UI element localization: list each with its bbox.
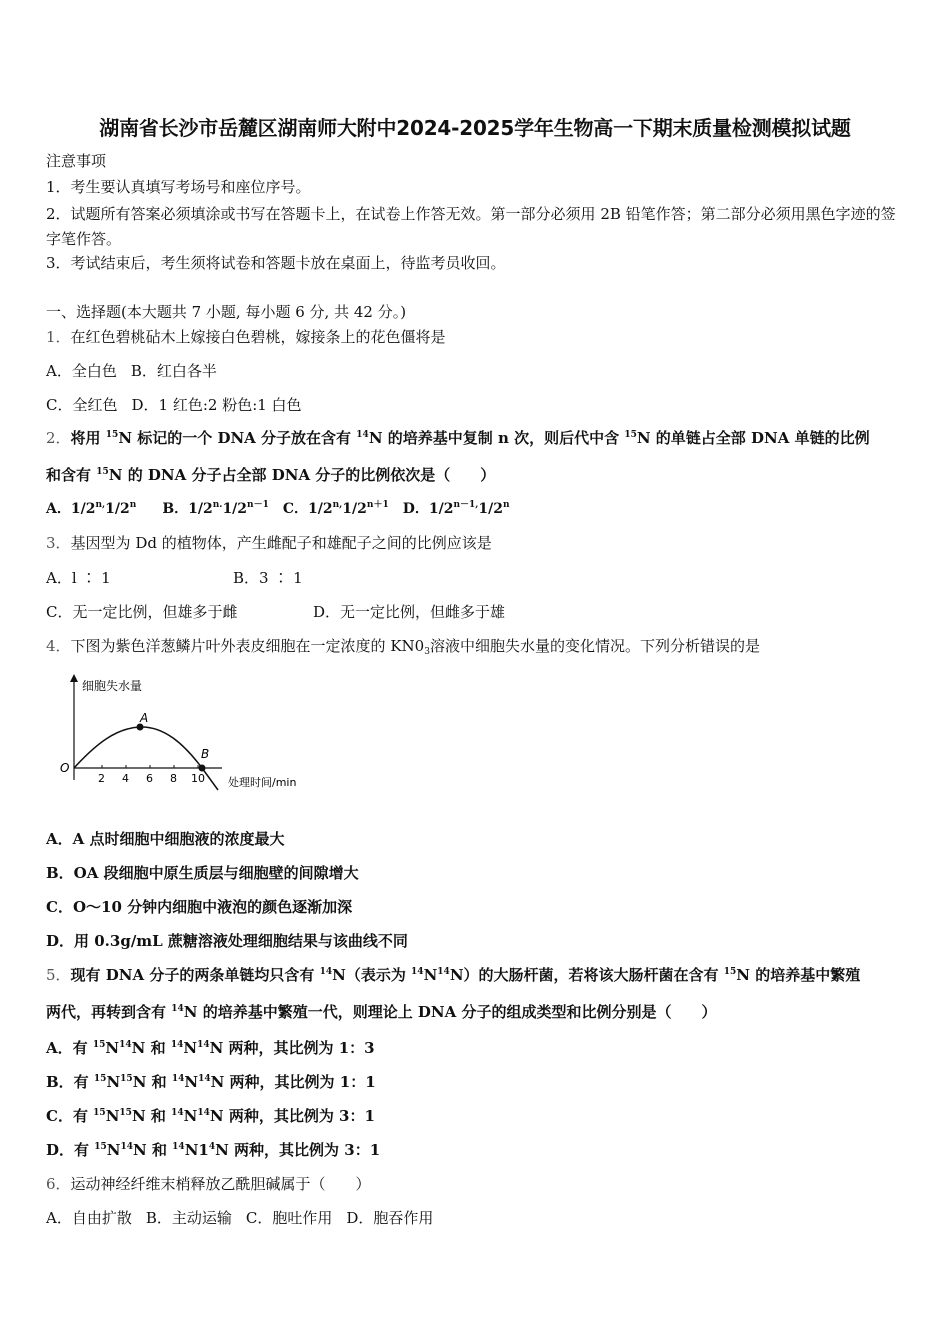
option-a: A．l ∶ 1 <box>46 569 111 587</box>
question-5-option-a <box>46 1038 375 1058</box>
option-c <box>283 501 389 517</box>
text: N 两种，其比例为 1：1 <box>210 1073 376 1091</box>
text: 1/2 <box>478 501 504 517</box>
notice-item-2: 2．试题所有答案必须填涂或书写在答题卡上，在试卷上作答无效。第一部分必须用 2B 铅笔作答；第二部分必须用黑色字迹的签字笔作答。 <box>46 205 896 248</box>
text: 下图为紫色洋葱鳞片叶外表皮细胞在一定浓度的 KN0 <box>70 637 425 655</box>
text: N <box>106 1073 121 1091</box>
text: N <box>184 1073 199 1091</box>
x-axis-label: 处理时间/min <box>228 776 297 789</box>
question-4-stem <box>46 636 760 656</box>
point-b-marker <box>199 765 206 772</box>
question-2-stem-line1 <box>46 428 870 448</box>
sup: n <box>503 500 510 510</box>
sup: 14 <box>197 1108 210 1118</box>
sup: 15 <box>624 430 637 440</box>
option-d: D．1 红色:2 粉色:1 白色 <box>131 396 302 414</box>
sup: 15 <box>105 430 119 440</box>
sup: n, <box>95 500 106 510</box>
text: N <box>106 1141 121 1159</box>
option-a: A．全白色 <box>46 362 117 380</box>
sub: 3 <box>424 647 430 657</box>
text: 两代，再转到含有 <box>46 1003 172 1021</box>
text: N 标记的一个 DNA 分子放在含有 <box>118 429 357 447</box>
option-b: B．主动运输 <box>145 1209 232 1227</box>
text: N <box>105 1039 120 1057</box>
sup: 14 <box>197 1040 210 1050</box>
text: A．有 <box>46 1039 93 1057</box>
sup: n. <box>212 500 223 510</box>
sup: 14 <box>171 1004 184 1014</box>
sup: 14 <box>171 1108 184 1118</box>
sup: 14 <box>198 1074 211 1084</box>
tick-label: 2 <box>98 772 105 785</box>
text: N）的大肠杆菌，若将该大肠杆菌在含有 <box>449 966 724 984</box>
question-text: 运动神经纤维末梢释放乙酰胆碱属于（ ） <box>70 1175 371 1193</box>
question-4-option-c: C．O～10 分钟内细胞中液泡的颜色逐渐加深 <box>46 898 353 916</box>
sup: 15 <box>94 1142 107 1152</box>
text: N 的单链占全部 DNA 单链的比例 <box>636 429 870 447</box>
sup: 14 <box>119 1040 132 1050</box>
sup: 15 <box>119 1108 132 1118</box>
y-axis-arrow <box>70 674 78 682</box>
option-d <box>403 501 510 517</box>
question-number: 3． <box>46 534 71 552</box>
text: N 两种，其比例为 1：3 <box>209 1039 375 1057</box>
sup: 15 <box>93 1108 106 1118</box>
sup: 4 <box>208 1142 216 1152</box>
text: N（表示为 <box>332 966 412 984</box>
text: 1/2 <box>342 501 367 517</box>
question-4-option-b: B．OA 段细胞中原生质层与细胞壁的间隙增大 <box>46 864 359 882</box>
option-b: B．红白各半 <box>130 362 217 380</box>
question-number: 6． <box>46 1175 71 1193</box>
text: B．1/2 <box>162 501 213 517</box>
tick-label: 10 <box>191 772 205 785</box>
sup: 14 <box>120 1142 134 1152</box>
text: N 的培养基中复制 n 次，则后代中含 <box>368 429 625 447</box>
question-number: 2． <box>46 429 71 447</box>
question-5-option-b <box>46 1072 376 1092</box>
question-1-options-cd <box>46 395 302 415</box>
point-a-label: A <box>140 711 149 725</box>
water-loss-graph <box>56 672 316 812</box>
sup: 14 <box>170 1040 184 1050</box>
origin-label: O <box>60 761 70 775</box>
text: N1 <box>184 1141 209 1159</box>
text: N 和 <box>131 1039 171 1057</box>
sup: n, <box>332 500 343 510</box>
question-3-option-b: B．3 ∶ 1 <box>233 569 303 587</box>
tick-label: 8 <box>170 772 177 785</box>
text: 现有 DNA 分子的两条单链均只含有 <box>70 966 320 984</box>
text: D．有 <box>46 1141 95 1159</box>
question-1-stem <box>46 327 446 347</box>
question-number: 5． <box>46 966 71 984</box>
question-text: 在红色碧桃砧木上嫁接白色碧桃，嫁接条上的花色僵将是 <box>70 328 446 346</box>
question-6-stem <box>46 1174 371 1194</box>
point-b-label: B <box>201 747 210 761</box>
notice-item-1: 1．考生要认真填写考场号和座位序号。 <box>46 178 311 196</box>
sup: 15 <box>723 967 737 977</box>
option-b <box>162 501 269 517</box>
question-5-option-c <box>46 1106 375 1126</box>
text: 和含有 <box>46 466 97 484</box>
option-a: A．自由扩散 <box>46 1209 132 1227</box>
page-title: 湖南省长沙市岳麓区湖南师大附中2024-2025学年生物高一下期末质量检测模拟试题 <box>99 116 851 140</box>
sup: 15 <box>93 1074 107 1084</box>
question-2-options <box>46 499 510 519</box>
text: 1/2 <box>222 501 248 517</box>
sup: 14 <box>172 1142 185 1152</box>
tick-label: 4 <box>122 772 129 785</box>
option-c: C．胞吐作用 <box>245 1209 333 1227</box>
sup: 14 <box>411 967 424 977</box>
text: C．1/2 <box>282 501 333 517</box>
text: N <box>183 1039 198 1057</box>
tick-label: 6 <box>146 772 153 785</box>
option-c: C．全红色 <box>46 396 118 414</box>
text: B．有 <box>46 1073 94 1091</box>
text: N 的 DNA 分子占全部 DNA 分子的比例依次是（ ） <box>108 466 496 484</box>
sup: 15 <box>92 1040 106 1050</box>
sup: n <box>129 500 137 510</box>
sup: 14 <box>356 430 369 440</box>
question-5-option-d <box>46 1140 380 1160</box>
sup: 14 <box>171 1074 185 1084</box>
question-3-options-ab <box>46 568 111 588</box>
question-5-stem-line1 <box>46 965 860 985</box>
y-axis-label: 细胞失水量 <box>82 679 143 693</box>
text: N <box>183 1107 198 1125</box>
sup: 14 <box>319 967 333 977</box>
question-5-stem-line2 <box>46 1002 717 1022</box>
text: N <box>105 1107 120 1125</box>
question-number: 1． <box>46 328 71 346</box>
sup: 15 <box>120 1074 133 1084</box>
option-a <box>46 501 136 517</box>
text: 溶液中细胞失水量的变化情况。下列分析错误的是 <box>429 637 760 655</box>
text: N 的培养基中繁殖一代，则理论上 DNA 分子的组成类型和比例分别是（ ） <box>183 1003 717 1021</box>
question-3-option-d: D．无一定比例，但雌多于雄 <box>313 603 506 621</box>
text: N <box>423 966 438 984</box>
section-heading: 一、选择题(本大题共 7 小题, 每小题 6 分, 共 42 分。) <box>46 303 407 321</box>
text: D．1/2 <box>402 501 454 517</box>
text: N 和 <box>133 1141 173 1159</box>
question-3-stem <box>46 533 492 553</box>
question-text: 基因型为 Dd 的植物体，产生雌配子和雄配子之间的比例应该是 <box>70 534 492 552</box>
text: N 两种，其比例为 3：1 <box>209 1107 375 1125</box>
sup: n－1, <box>453 500 479 510</box>
sup: 14 <box>437 967 450 977</box>
question-3-option-c: C．无一定比例，但雄多于雌 <box>46 603 238 621</box>
text: 将用 <box>70 429 106 447</box>
text: A．1/2 <box>46 501 96 517</box>
question-number: 4． <box>46 637 71 655</box>
notice-heading: 注意事项 <box>46 152 107 170</box>
question-1-options-ab <box>46 361 217 381</box>
text: N 两种，其比例为 3：1 <box>215 1141 381 1159</box>
question-4-option-a: A．A 点时细胞中细胞液的浓度最大 <box>46 830 285 848</box>
sup: n－1 <box>247 500 269 510</box>
text: N 和 <box>131 1107 172 1125</box>
text: C．有 <box>46 1107 94 1125</box>
question-6-options <box>46 1208 433 1228</box>
question-4-option-d: D．用 0.3g/mL 蔗糖溶液处理细胞结果与该曲线不同 <box>46 932 408 950</box>
text: N 的培养基中繁殖 <box>736 966 861 984</box>
sup: n＋1 <box>366 500 389 510</box>
notice-item-3: 3．考试结束后，考生须将试卷和答题卡放在桌面上，待监考员收回。 <box>46 254 506 272</box>
text: 1/2 <box>105 501 130 517</box>
question-2-stem-line2 <box>46 465 495 485</box>
option-d: D．胞吞作用 <box>346 1209 434 1227</box>
sup: 15 <box>96 467 109 477</box>
text: N 和 <box>132 1073 172 1091</box>
